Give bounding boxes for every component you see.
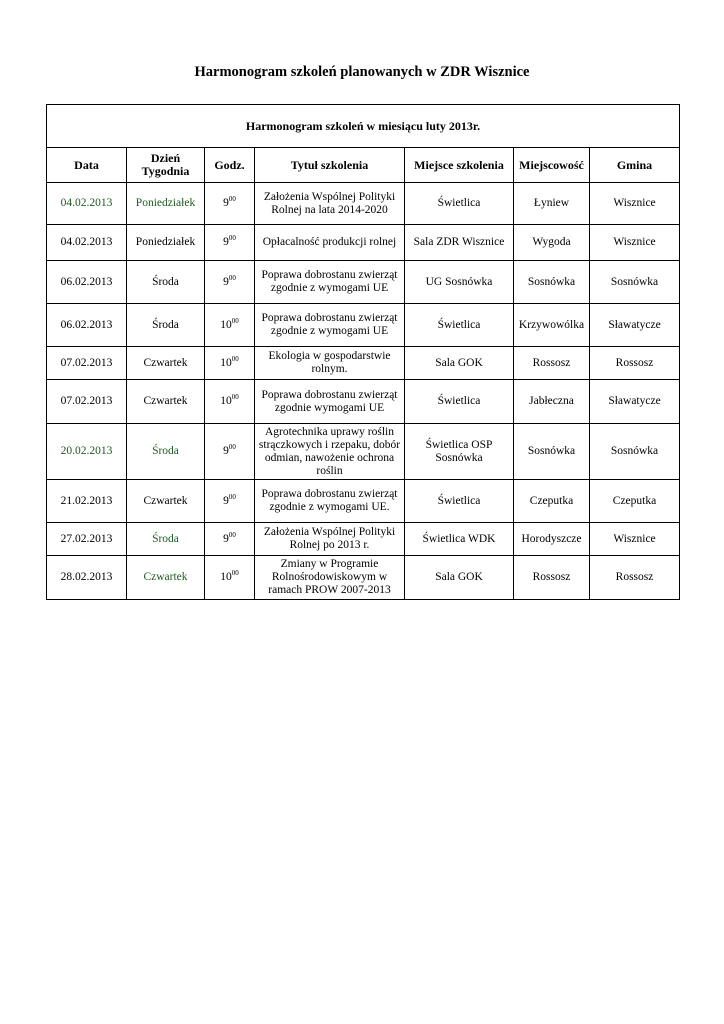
cell-hour xyxy=(205,261,255,304)
table-row xyxy=(47,380,680,424)
cell-title: Agrotechnika uprawy roślin strączkowych i rzepaku, dobór odmian, nawożenie ochrona roślin xyxy=(255,424,405,480)
cell-town: Wygoda xyxy=(514,225,590,261)
cell-title: Poprawa dobrostanu zwierząt zgodnie z wymogami UE xyxy=(255,261,405,304)
table-row xyxy=(47,347,680,380)
cell-venue: Świetlica WDK xyxy=(405,523,514,556)
hour-value: 9 xyxy=(223,494,229,507)
cell-town: Sosnówka xyxy=(514,424,590,480)
cell-commune: Sławatycze xyxy=(590,380,680,424)
table-row xyxy=(47,480,680,523)
minute-value: 00 xyxy=(228,195,236,203)
hour-value: 9 xyxy=(223,197,229,209)
cell-weekday: Środa xyxy=(127,523,205,556)
schedule-body xyxy=(47,183,680,600)
cell-venue: Świetlica xyxy=(405,380,514,424)
cell-venue: Sala GOK xyxy=(405,556,514,600)
month-header: Harmonogram szkoleń w miesiącu luty 2013r. xyxy=(47,105,680,148)
document-title: Harmonogram szkoleń planowanych w ZDR Wisznice xyxy=(194,64,530,80)
cell-title: Zmiany w Programie Rolnośrodowiskowym w ramach PROW 2007-2013 xyxy=(255,556,405,600)
cell-title: Opłacalność produkcji rolnej xyxy=(255,225,405,261)
column-header-weekday: Dzień Tygodnia xyxy=(127,148,205,183)
column-header-date: Data xyxy=(47,148,127,183)
hour-value: 9 xyxy=(223,445,229,457)
table-row xyxy=(47,556,680,600)
hour-value: 9 xyxy=(223,236,229,248)
hour-value: 9 xyxy=(223,532,229,545)
cell-title: Ekologia w gospodarstwie rolnym. xyxy=(255,347,405,380)
cell-town: Horodyszcze xyxy=(514,523,590,556)
cell-date: 04.02.2013 xyxy=(47,225,127,261)
minute-value: 00 xyxy=(231,316,239,325)
cell-commune: Czeputka xyxy=(590,480,680,523)
cell-venue: Sala GOK xyxy=(405,347,514,380)
column-header-venue: Miejsce szkolenia xyxy=(405,148,514,183)
cell-town: Krzywowólka xyxy=(514,304,590,347)
cell-commune: Rossosz xyxy=(590,347,680,380)
cell-title: Poprawa dobrostanu zwierząt zgodnie z wymogami UE. xyxy=(255,480,405,523)
cell-hour xyxy=(205,183,255,225)
cell-hour xyxy=(205,523,255,556)
cell-date: 07.02.2013 xyxy=(47,347,127,380)
minute-value: 00 xyxy=(228,443,236,451)
cell-weekday: Środa xyxy=(127,424,205,480)
table-row xyxy=(47,304,680,347)
cell-venue: Świetlica OSP Sosnówka xyxy=(405,424,514,480)
cell-hour xyxy=(205,225,255,261)
cell-hour xyxy=(205,424,255,480)
cell-title: Poprawa dobrostanu zwierząt zgodnie z wymogami UE xyxy=(255,304,405,347)
cell-weekday: Środa xyxy=(127,261,205,304)
hour-value: 9 xyxy=(223,275,229,288)
cell-date: 21.02.2013 xyxy=(47,480,127,523)
cell-weekday: Czwartek xyxy=(127,480,205,523)
table-row xyxy=(47,261,680,304)
cell-weekday: Poniedziałek xyxy=(127,183,205,225)
cell-title: Założenia Wspólnej Polityki Rolnej po 2013 r. xyxy=(255,523,405,556)
cell-town: Sosnówka xyxy=(514,261,590,304)
hour-value: 10 xyxy=(220,318,232,331)
minute-value: 00 xyxy=(231,569,239,577)
cell-venue: Świetlica xyxy=(405,480,514,523)
cell-venue: Sala ZDR Wisznice xyxy=(405,225,514,261)
cell-title: Poprawa dobrostanu zwierząt zgodnie wymogami UE xyxy=(255,380,405,424)
cell-date: 04.02.2013 xyxy=(47,183,127,225)
cell-venue: Świetlica xyxy=(405,304,514,347)
cell-venue: Świetlica xyxy=(405,183,514,225)
table-row xyxy=(47,523,680,556)
minute-value: 00 xyxy=(228,530,236,539)
cell-town: Rossosz xyxy=(514,347,590,380)
cell-hour xyxy=(205,480,255,523)
hour-value: 10 xyxy=(220,356,232,369)
cell-town: Czeputka xyxy=(514,480,590,523)
minute-value: 00 xyxy=(228,273,236,282)
minute-value: 00 xyxy=(231,354,239,363)
cell-date: 20.02.2013 xyxy=(47,424,127,480)
cell-date: 07.02.2013 xyxy=(47,380,127,424)
column-header-commune: Gmina xyxy=(590,148,680,183)
cell-hour xyxy=(205,380,255,424)
cell-date: 06.02.2013 xyxy=(47,304,127,347)
hour-value: 10 xyxy=(220,571,232,583)
cell-weekday: Środa xyxy=(127,304,205,347)
hour-value: 10 xyxy=(220,395,232,407)
minute-value: 00 xyxy=(228,492,236,501)
cell-hour xyxy=(205,304,255,347)
cell-commune: Sławatycze xyxy=(590,304,680,347)
table-row xyxy=(47,183,680,225)
cell-town: Jabłeczna xyxy=(514,380,590,424)
cell-hour xyxy=(205,347,255,380)
cell-commune: Wisznice xyxy=(590,225,680,261)
cell-venue: UG Sosnówka xyxy=(405,261,514,304)
table-row xyxy=(47,225,680,261)
cell-commune: Sosnówka xyxy=(590,424,680,480)
table-row xyxy=(47,424,680,480)
cell-weekday: Czwartek xyxy=(127,556,205,600)
cell-commune: Wisznice xyxy=(590,183,680,225)
cell-weekday: Czwartek xyxy=(127,380,205,424)
column-header-title: Tytuł szkolenia xyxy=(255,148,405,183)
cell-weekday: Poniedziałek xyxy=(127,225,205,261)
column-header-hour: Godz. xyxy=(205,148,255,183)
cell-weekday: Czwartek xyxy=(127,347,205,380)
cell-date: 27.02.2013 xyxy=(47,523,127,556)
cell-date: 06.02.2013 xyxy=(47,261,127,304)
column-header-town: Miejscowość xyxy=(514,148,590,183)
month-header-row xyxy=(47,105,680,148)
column-header-row xyxy=(47,148,680,183)
minute-value: 00 xyxy=(228,234,236,242)
training-schedule-table xyxy=(46,104,680,600)
cell-town: Rossosz xyxy=(514,556,590,600)
cell-commune: Sosnówka xyxy=(590,261,680,304)
cell-commune: Wisznice xyxy=(590,523,680,556)
cell-title: Założenia Wspólnej Polityki Rolnej na lata 2014-2020 xyxy=(255,183,405,225)
cell-town: Łyniew xyxy=(514,183,590,225)
cell-commune: Rossosz xyxy=(590,556,680,600)
minute-value: 00 xyxy=(231,393,239,401)
cell-hour xyxy=(205,556,255,600)
cell-date: 28.02.2013 xyxy=(47,556,127,600)
